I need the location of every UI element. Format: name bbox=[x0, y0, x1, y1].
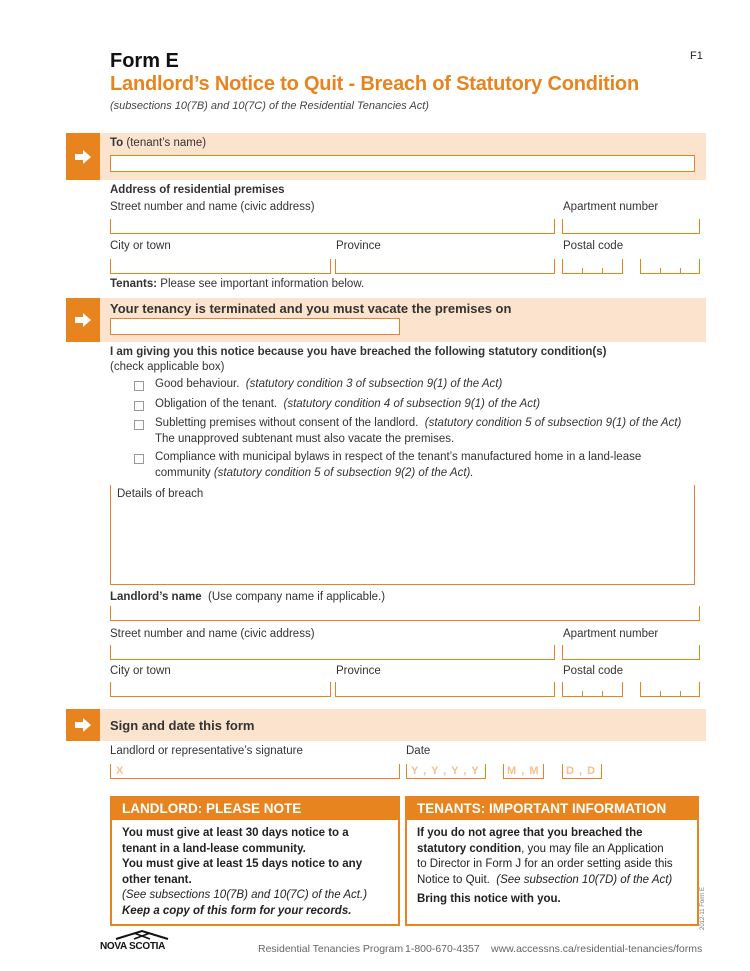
postal-field-2[interactable] bbox=[640, 259, 700, 274]
tenants-note-rest: Please see important information below. bbox=[160, 278, 365, 290]
postal-label: Postal code bbox=[563, 240, 624, 252]
condition-4-line2-text: community bbox=[155, 467, 211, 479]
arrow-right-icon bbox=[75, 718, 91, 732]
landlord-city-label: City or town bbox=[110, 665, 171, 677]
landlord-name-field[interactable] bbox=[110, 606, 700, 621]
street-label: Street number and name (civic address) bbox=[110, 201, 315, 213]
condition-3 bbox=[155, 417, 681, 429]
checkbox-obligation[interactable] bbox=[134, 401, 144, 411]
condition-1-text: Good behaviour. bbox=[155, 378, 240, 390]
province-label: Province bbox=[336, 240, 381, 252]
condition-3-text: Subletting premises without consent of the landlord. bbox=[155, 417, 419, 429]
details-box[interactable] bbox=[110, 485, 695, 585]
to-label-rest: (tenant’s name) bbox=[126, 137, 207, 149]
landlord-province-field[interactable] bbox=[335, 682, 555, 697]
nova-scotia-logo bbox=[100, 935, 166, 952]
logo-text: NOVA SCOTIA bbox=[100, 941, 166, 952]
form-label: Form E bbox=[110, 50, 179, 72]
condition-2 bbox=[155, 398, 540, 410]
tenant-note-line2 bbox=[417, 842, 687, 858]
landlord-note-line3: You must give at least 15 days notice to any bbox=[122, 858, 363, 870]
city-label: City or town bbox=[110, 240, 171, 252]
date-day-ph: D , D bbox=[566, 765, 597, 777]
landlord-note-line4: other tenant. bbox=[122, 873, 192, 886]
arrow-right-icon bbox=[75, 150, 91, 164]
landlord-note-line5: (See subsections 10(7B) and 10(7C) of the Act.) bbox=[122, 889, 368, 901]
landlord-postal-field-2[interactable] bbox=[640, 682, 700, 697]
condition-3-ref: (statutory condition 5 of subsection 9(1) of the Act) bbox=[424, 417, 682, 429]
landlord-note-title: LANDLORD: PLEASE NOTE bbox=[112, 798, 398, 820]
tenant-note-line1: If you do not agree that you breached the bbox=[417, 827, 643, 839]
vacate-date-field[interactable] bbox=[110, 318, 400, 335]
checkbox-bylaws[interactable] bbox=[134, 454, 144, 464]
city-field[interactable] bbox=[110, 259, 331, 274]
conditions-sub: (check applicable box) bbox=[110, 361, 225, 373]
landlord-name-bold: Landlord’s name bbox=[110, 591, 202, 603]
date-month-ph: M , M bbox=[507, 765, 540, 777]
signature-field[interactable] bbox=[110, 764, 400, 779]
signature-label: Landlord or representative’s signature bbox=[110, 745, 303, 757]
conditions-heading: I am giving you this notice because you have breached the following statutory condition(s) bbox=[110, 346, 607, 358]
terminate-heading: Your tenancy is terminated and you must vacate the premises on bbox=[110, 301, 512, 316]
landlord-apt-field[interactable] bbox=[562, 645, 700, 660]
tenant-note-line4b: (See subsection 10(7D) of the Act) bbox=[496, 873, 673, 886]
arrow-right-icon bbox=[75, 313, 91, 327]
address-heading: Address of residential premises bbox=[110, 184, 285, 196]
tenant-note-line4a: Notice to Quit. bbox=[417, 873, 490, 886]
checkbox-good-behaviour[interactable] bbox=[134, 381, 144, 391]
to-label bbox=[110, 137, 206, 149]
postal-field-1[interactable] bbox=[562, 259, 623, 274]
page-code: F1 bbox=[690, 50, 703, 62]
landlord-province-label: Province bbox=[336, 665, 381, 677]
landlord-postal-field-1[interactable] bbox=[562, 682, 623, 697]
landlord-street-field[interactable] bbox=[110, 645, 555, 660]
landlord-apt-label: Apartment number bbox=[563, 628, 659, 640]
checkbox-subletting[interactable] bbox=[134, 420, 144, 430]
to-arrow-box bbox=[66, 133, 100, 180]
nova-scotia-emblem-icon bbox=[112, 929, 172, 941]
landlord-note-box bbox=[110, 796, 400, 926]
condition-1-ref: (statutory condition 3 of subsection 9(1) of the Act) bbox=[245, 378, 503, 390]
condition-4-line2 bbox=[155, 467, 474, 479]
tenants-note-bold: Tenants: bbox=[110, 278, 158, 290]
condition-4-ref: (statutory condition 5 of subsection 9(2) of the Act). bbox=[213, 467, 474, 479]
apt-field[interactable] bbox=[562, 219, 700, 234]
tenant-note-box bbox=[405, 796, 699, 926]
apt-label: Apartment number bbox=[563, 201, 659, 213]
province-field[interactable] bbox=[335, 259, 555, 274]
to-label-bold: To bbox=[110, 137, 124, 149]
tenant-note-title: TENANTS: IMPORTANT INFORMATION bbox=[407, 798, 697, 820]
details-label: Details of breach bbox=[117, 488, 204, 500]
sign-heading: Sign and date this form bbox=[110, 718, 255, 733]
landlord-name-rest: (Use company name if applicable.) bbox=[207, 591, 386, 603]
form-subtitle: (subsections 10(7B) and 10(7C) of the Residential Tenancies Act) bbox=[110, 100, 429, 112]
footer-program: Residential Tenancies Program bbox=[258, 943, 404, 955]
condition-4: Compliance with municipal bylaws in respect of the tenant’s manufactured home in a land-lease bbox=[155, 451, 642, 463]
landlord-note-line2: tenant in a land-lease community. bbox=[122, 842, 306, 855]
condition-2-text: Obligation of the tenant. bbox=[155, 398, 278, 410]
tenant-note-line4 bbox=[417, 873, 687, 889]
tenant-note-line5: Bring this notice with you. bbox=[417, 893, 561, 905]
landlord-note-line1: You must give at least 30 days notice to a bbox=[122, 827, 349, 839]
form-title: Landlord’s Notice to Quit - Breach of Statutory Condition bbox=[110, 73, 639, 95]
condition-1 bbox=[155, 378, 502, 390]
footer-url[interactable]: www.accessns.ca/residential-tenancies/forms bbox=[491, 943, 703, 955]
tenant-name-field[interactable] bbox=[110, 155, 695, 172]
condition-2-ref: (statutory condition 4 of subsection 9(1) of the Act) bbox=[283, 398, 541, 410]
landlord-postal-label: Postal code bbox=[563, 665, 624, 677]
signature-placeholder: X bbox=[116, 765, 125, 777]
landlord-note-line6: Keep a copy of this form for your records. bbox=[122, 904, 352, 917]
tenant-note-line3: to Director in Form J for an order setting aside this bbox=[417, 858, 673, 870]
landlord-city-field[interactable] bbox=[110, 682, 331, 697]
date-label: Date bbox=[406, 745, 431, 757]
tenants-note bbox=[110, 278, 364, 290]
landlord-name-label bbox=[110, 591, 385, 603]
condition-3-line2: The unapproved subtenant must also vacate the premises. bbox=[155, 433, 455, 445]
date-year-ph: Y , Y , Y , Y bbox=[411, 765, 480, 777]
tenant-note-line2-rest: , you may file an Application bbox=[521, 842, 664, 855]
terminate-arrow-box bbox=[66, 298, 100, 342]
landlord-street-label: Street number and name (civic address) bbox=[110, 628, 315, 640]
sign-arrow-box bbox=[66, 709, 100, 741]
footer-phone: 1-800-670-4357 bbox=[405, 943, 480, 955]
side-code: 2012-11 Form E bbox=[700, 887, 706, 930]
tenant-note-line2-bold: statutory condition bbox=[417, 842, 522, 855]
street-field[interactable] bbox=[110, 219, 555, 234]
